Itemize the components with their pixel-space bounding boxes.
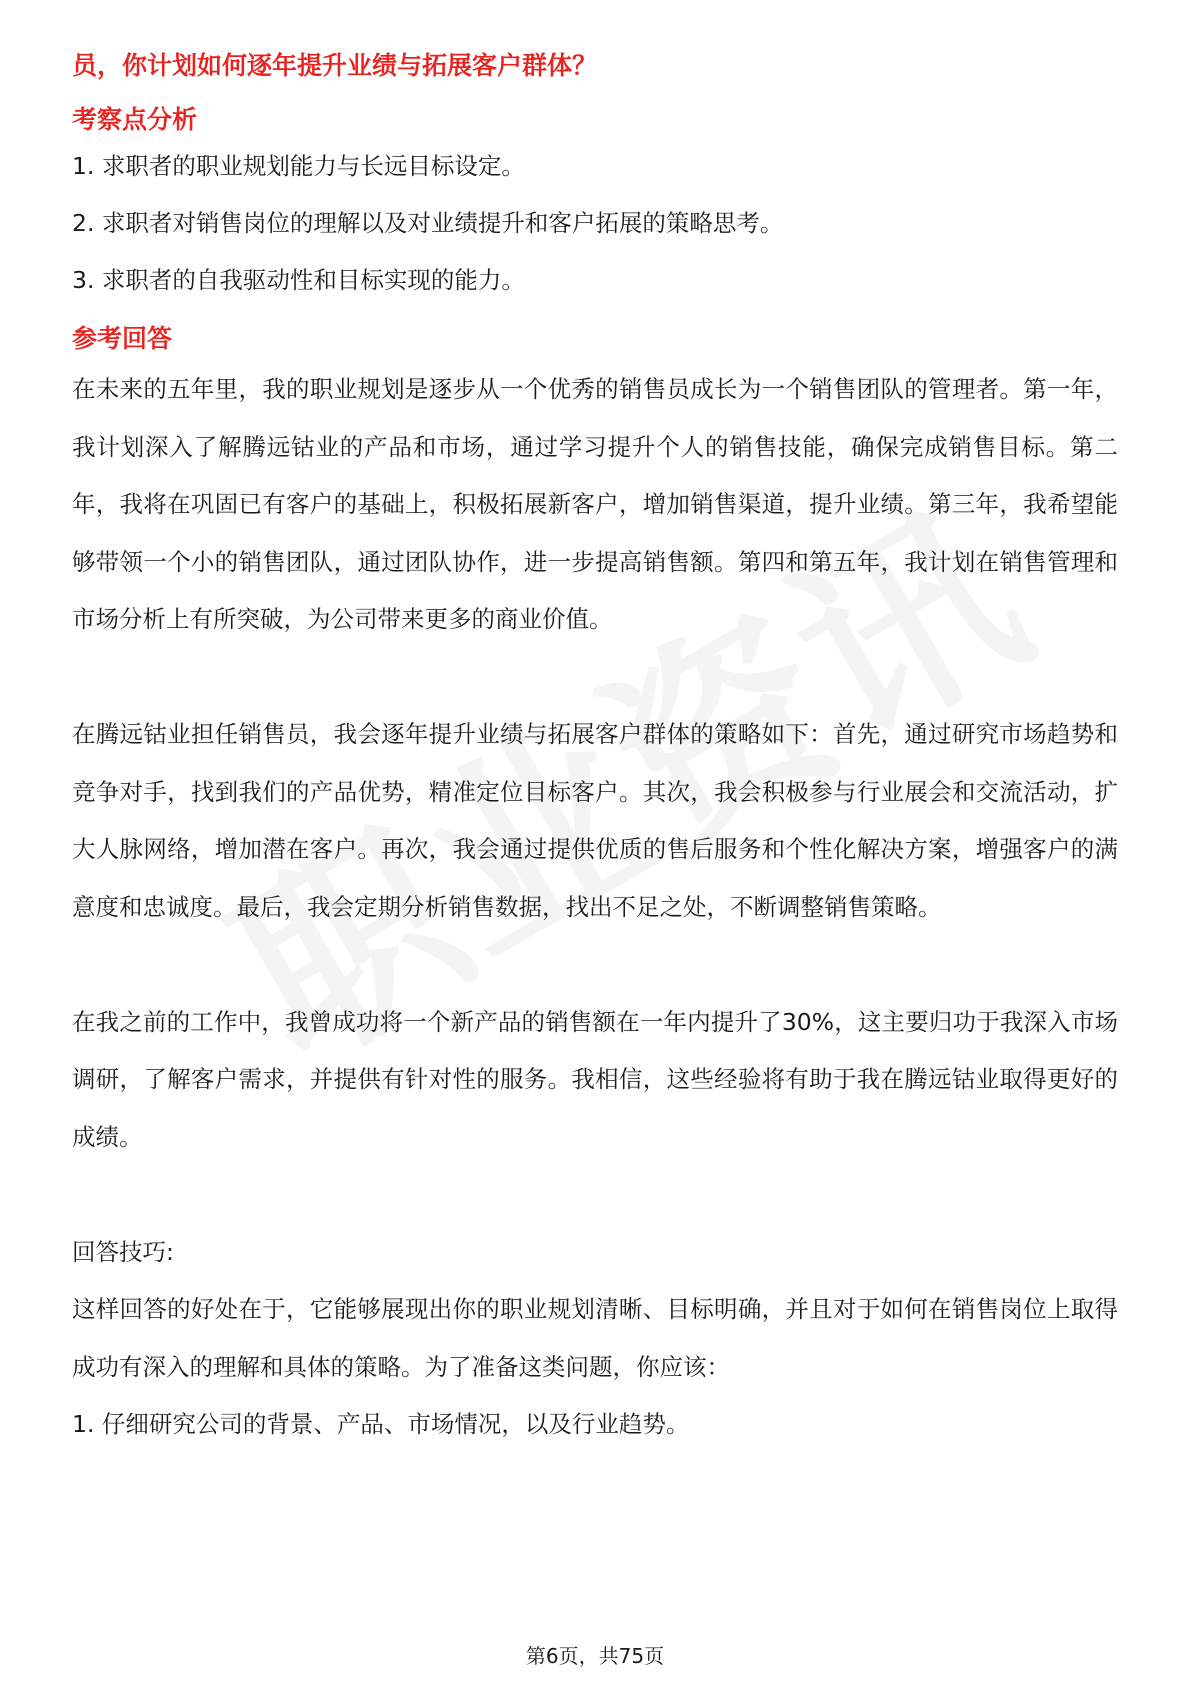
analysis-item: 3. 求职者的自我驱动性和目标实现的能力。	[72, 266, 525, 294]
analysis-title: 考察点分析	[72, 105, 198, 134]
tips-item: 1. 仔细研究公司的背景、产品、市场情况，以及行业趋势。	[72, 1410, 690, 1438]
analysis-list	[72, 138, 1118, 309]
spacer	[72, 1166, 1118, 1224]
spacer	[72, 936, 1118, 994]
tips-title: 回答技巧:	[72, 1237, 174, 1266]
analysis-item: 1. 求职者的职业规划能力与长远目标设定。	[72, 152, 525, 180]
answer-paragraph: 在腾远钴业担任销售员，我会逐年提升业绩与拓展客户群体的策略如下：首先，通过研究市场趋势和竞争对手，找到我们的产品优势，精准定位目标客户。其次，我会积极参与行业展会和交流活动，扩大人脉网络，增加潜在客户。再次，我会通过提供优质的售后服务和个性化解决方案，增强客户的满意度和忠诚度。最后，我会定期分析销售数据，找出不足之处，不断调整销售策略。	[72, 720, 1118, 921]
spacer	[72, 649, 1118, 707]
answer-paragraph: 在未来的五年里，我的职业规划是逐步从一个优秀的销售员成长为一个销售团队的管理者。第一年，我计划深入了解腾远钴业的产品和市场，通过学习提升个人的销售技能，确保完成销售目标。第二年，我将在巩固已有客户的基础上，积极拓展新客户，增加销售渠道，提升业绩。第三年，我希望能够带领一个小的销售团队，通过团队协作，进一步提高销售额。第四和第五年，我计划在销售管理和市场分析上有所突破，为公司带来更多的商业价值。	[72, 375, 1118, 633]
tips-intro: 这样回答的好处在于，它能够展现出你的职业规划清晰、目标明确，并且对于如何在销售岗位上取得成功有深入的理解和具体的策略。为了准备这类问题，你应该：	[72, 1295, 1118, 1381]
document-page	[72, 46, 1118, 1454]
answer-title: 参考回答	[72, 324, 173, 353]
page-number: 第6页，共75页	[525, 1644, 665, 1668]
answer-paragraph: 在我之前的工作中，我曾成功将一个新产品的销售额在一年内提升了30%，这主要归功于我深入市场调研，了解客户需求，并提供有针对性的服务。我相信，这些经验将有助于我在腾远钴业取得更好的成绩。	[72, 1007, 1118, 1151]
analysis-item: 2. 求职者对销售岗位的理解以及对业绩提升和客户拓展的策略思考。	[72, 209, 784, 237]
question-heading: 员，你计划如何逐年提升业绩与拓展客户群体？	[72, 51, 598, 80]
